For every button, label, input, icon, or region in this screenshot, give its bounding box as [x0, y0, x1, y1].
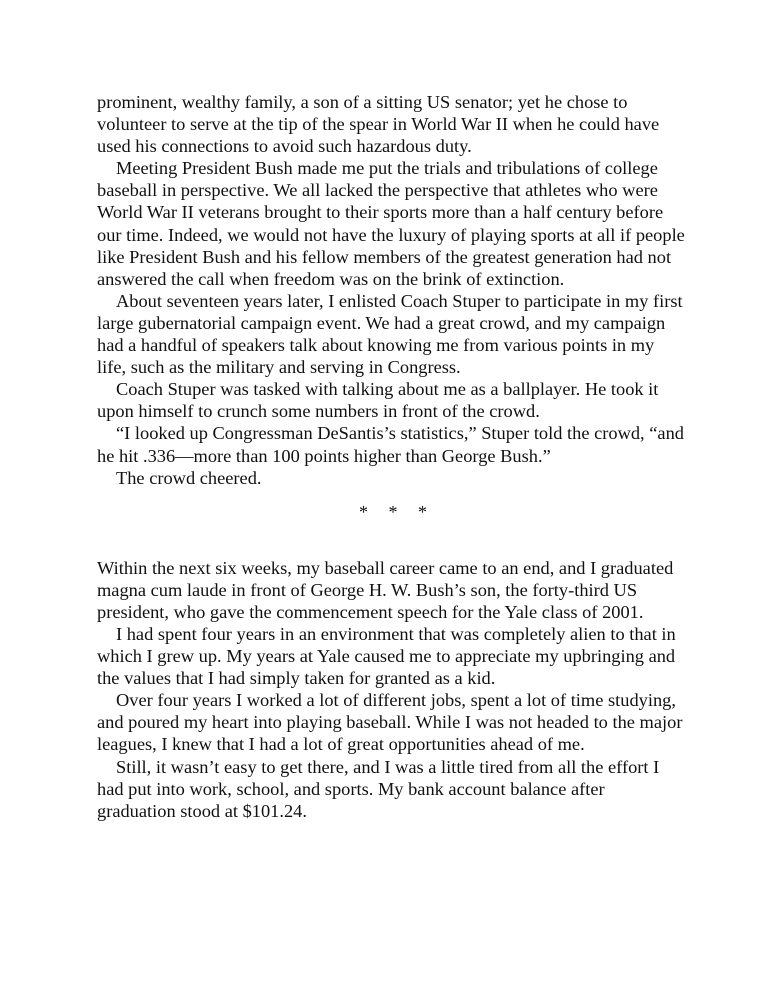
paragraph-quote: “I looked up Congressman DeSantis’s statistics,” Stuper told the crowd, “and he hit .336—more than 100 points higher than George Bush.” [97, 423, 684, 466]
paragraph-bank-balance: Still, it wasn’t easy to get there, and I was a little tired from all the effort I had put into work, school, and sports. My bank account balance after graduation stood at $101.24. [97, 756, 660, 821]
paragraph-perspective: Meeting President Bush made me put the trials and tribulations of college baseball in perspective. We all lacked the perspective that athletes who were World War II veterans brought to their sports more than a half century before our time. Indeed, we would not have the luxury of playing sports at all if people like President Bush and his fellow members of the greatest generation had not answered the call when freedom was on the brink of extinction. [97, 158, 685, 289]
paragraph-coach-stuper: Coach Stuper was tasked with talking about me as a ballplayer. He took it upon himself to crunch some numbers in front of the crowd. [97, 379, 659, 422]
paragraph-crowd-cheered: The crowd cheered. [116, 467, 262, 488]
book-page [97, 91, 687, 822]
section-break: * * * [359, 501, 435, 522]
paragraph-four-years: Over four years I worked a lot of different jobs, spent a lot of time studying, and poured my heart into playing baseball. While I was not headed to the major leagues, I knew that I had a lot of great opportunities ahead of me. [97, 690, 683, 755]
paragraph-campaign-event: About seventeen years later, I enlisted Coach Stuper to participate in my first large gubernatorial campaign event. We had a great crowd, and my campaign had a handful of speakers talk about knowing me from various points in my life, such as the military and serving in Congress. [97, 290, 683, 378]
paragraph-yale-years: I had spent four years in an environment that was completely alien to that in which I grew up. My years at Yale caused me to appreciate my upbringing and the values that I had simply taken for granted as a kid. [97, 623, 676, 689]
paragraph-continued: prominent, wealthy family, a son of a sitting US senator; yet he chose to volunteer to serve at the tip of the spear in World War II when he could have used his connections to avoid such hazardous duty. [97, 92, 660, 157]
paragraph-graduation: Within the next six weeks, my baseball career came to an end, and I graduated magna cum laude in front of George H. W. Bush’s son, the forty-third US president, who gave the commencement speech for the Yale class of 2001. [97, 557, 674, 622]
